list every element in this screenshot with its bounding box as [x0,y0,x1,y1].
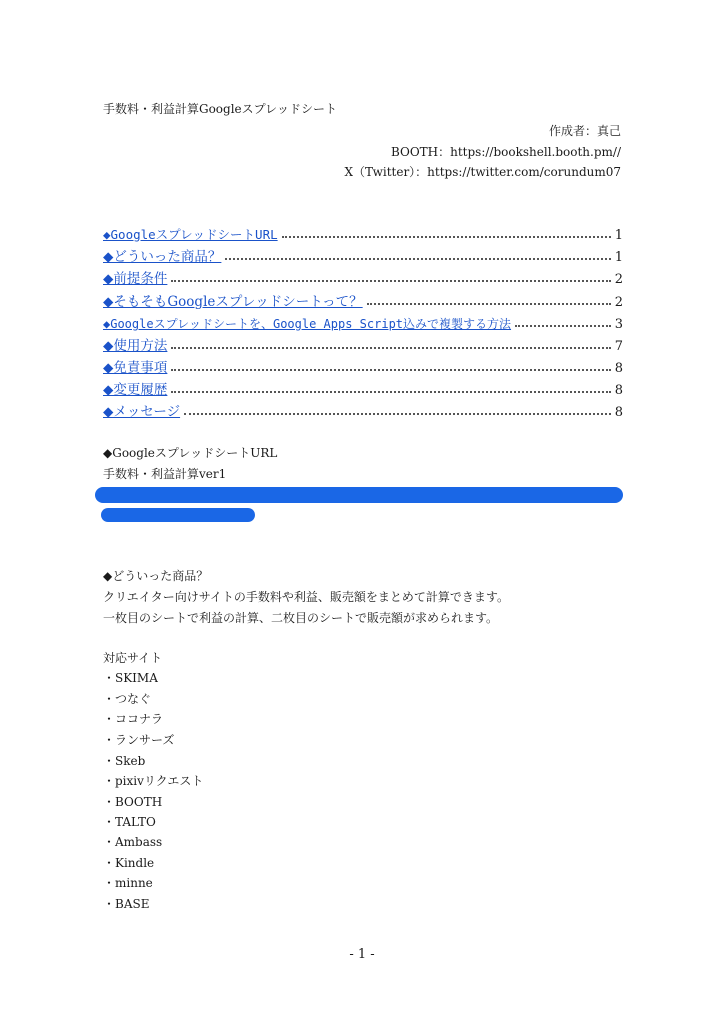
toc-item-what-is-spreadsheet[interactable] [103,291,623,313]
toc-page-number: 2 [614,271,623,287]
toc-item-changelog[interactable] [103,379,623,401]
toc-item-copy-method[interactable] [103,313,623,335]
toc-item-label[interactable]: ◆メッセージ [103,404,181,420]
list-item: ・BOOTH [103,795,163,809]
author-line: 作成者：真己 [548,124,621,138]
toc-leader-dots [515,325,611,327]
product-description-line-1: クリエイター向けサイトの手数料や利益、販売額をまとめて計算できます。 [103,590,509,604]
toc-item-label[interactable]: ◆変更履歴 [103,382,168,398]
list-item: ・SKIMA [103,671,158,685]
toc-page-number: 8 [614,382,623,398]
toc-item-label[interactable]: ◆GoogleスプレッドシートURL [103,227,278,242]
toc-page-number: 8 [614,360,623,376]
supported-sites-heading: 対応サイト [103,651,163,665]
list-item: ・Skeb [103,754,146,768]
redacted-url-line-2 [101,508,255,522]
toc-leader-dots [282,236,611,238]
toc-item-label[interactable]: ◆そもそもGoogleスプレッドシートって？ [103,294,363,310]
list-item: ・つなぐ [103,692,152,706]
toc-item-message[interactable] [103,401,623,423]
toc-page-number: 1 [614,249,623,265]
product-description-line-2: 一枚目のシートで利益の計算、二枚目のシートで販売額が求められます。 [103,611,499,625]
toc-page-number: 8 [614,404,623,420]
twitter-link-line[interactable]: X（Twitter）：https://twitter.com/corundum07 [344,165,621,179]
toc-leader-dots [171,391,610,393]
toc-leader-dots [367,303,611,305]
toc-page-number: 3 [614,316,623,332]
toc-page-number: 2 [614,294,623,310]
toc-item-prerequisites[interactable] [103,268,623,290]
list-item: ・ココナラ [103,712,164,726]
toc-leader-dots [171,347,610,349]
toc-page-number: 7 [614,338,623,354]
list-item: ・pixivリクエスト [103,774,204,788]
toc-leader-dots [171,369,610,371]
toc-item-usage[interactable] [103,335,623,357]
booth-link-line[interactable]: BOOTH：https://bookshell.booth.pm// [390,145,621,159]
toc-leader-dots [184,413,611,415]
toc-item-label[interactable]: ◆免責事項 [103,360,168,376]
product-section-heading: ◆どういった商品？ [103,569,209,583]
toc-item-label[interactable]: ◆前提条件 [103,271,168,287]
toc-page-number: 1 [614,227,623,243]
spreadsheet-name: 手数料・利益計算ver1 [103,467,227,481]
toc-leader-dots [171,280,610,282]
toc-item-spreadsheet-url[interactable] [103,224,623,246]
toc-leader-dots [225,258,610,260]
url-section-heading: ◆GoogleスプレッドシートURL [103,446,278,460]
list-item: ・BASE [103,897,150,911]
list-item: ・ランサーズ [103,733,175,747]
redacted-url-line-1 [95,487,623,503]
list-item: ・minne [103,876,153,890]
toc-item-product[interactable] [103,246,623,268]
list-item: ・Kindle [103,856,155,870]
document-title: 手数料・利益計算Googleスプレッドシート [103,102,338,116]
toc-item-label[interactable]: ◆使用方法 [103,338,168,354]
list-item: ・Ambass [103,835,163,849]
toc-item-disclaimer[interactable] [103,357,623,379]
list-item: ・TALTO [103,815,156,829]
page-number: - 1 - [349,947,375,962]
toc-item-label[interactable]: ◆どういった商品？ [103,249,222,265]
toc-item-label[interactable]: ◆Googleスプレッドシートを、Google Apps Script込みで複製する方法 [103,317,512,331]
